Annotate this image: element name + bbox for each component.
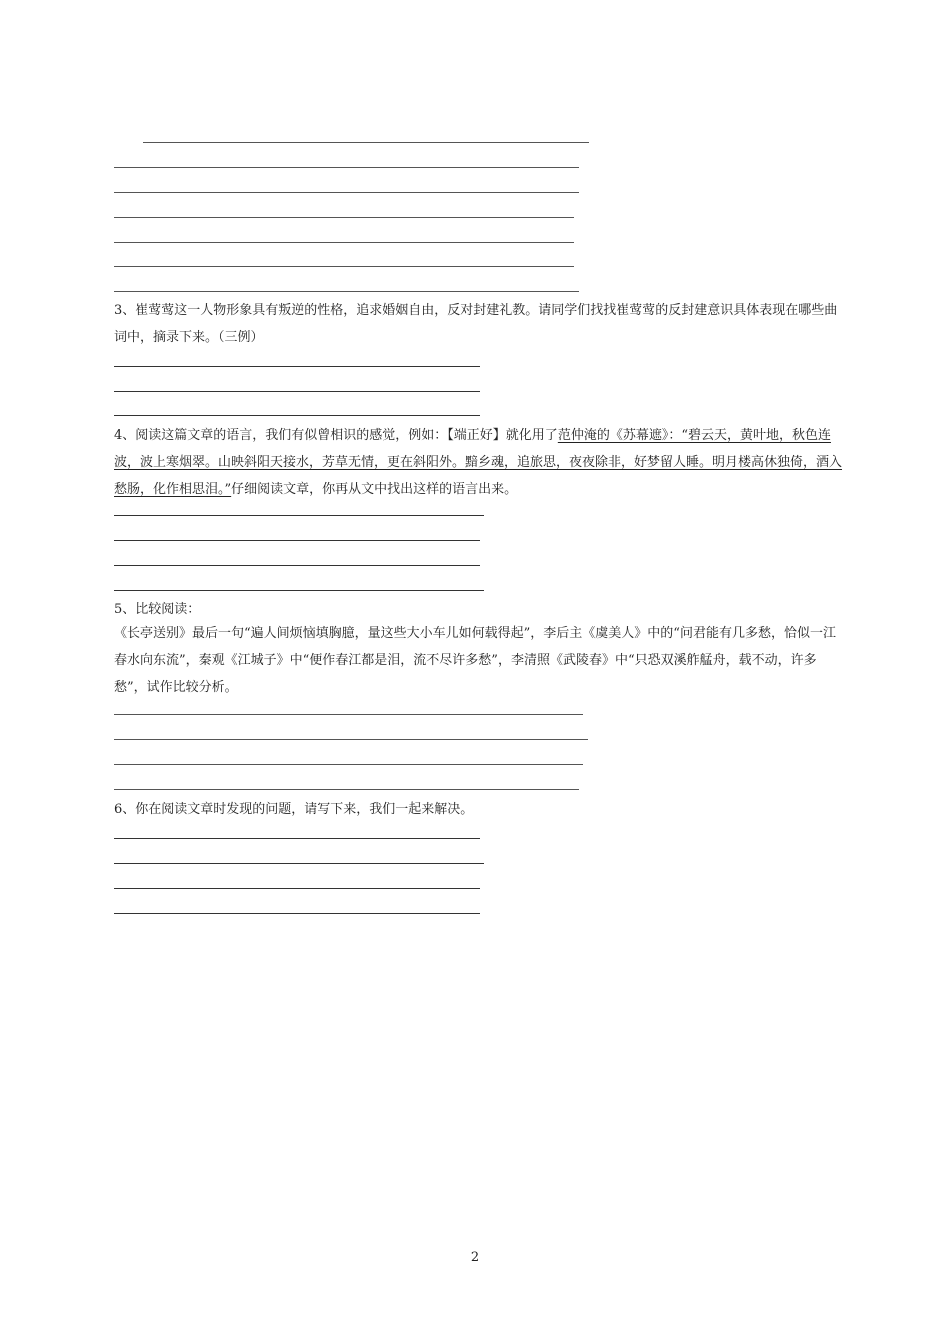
answer-line bbox=[114, 217, 574, 218]
answer-line bbox=[114, 540, 480, 541]
answer-line bbox=[114, 515, 484, 516]
question-4-tune-title: 【端正好】 bbox=[447, 428, 506, 443]
answer-line bbox=[114, 167, 579, 168]
answer-line bbox=[114, 192, 579, 193]
answer-line bbox=[114, 714, 583, 715]
answer-line bbox=[114, 888, 480, 889]
answer-line bbox=[114, 764, 583, 765]
question-5-title: 5、比较阅读： bbox=[114, 602, 201, 617]
answer-line bbox=[114, 913, 480, 914]
answer-line bbox=[114, 789, 579, 790]
question-4-tail: 仔细阅读文章，你再从文中找出这样的语言出来。 bbox=[231, 482, 518, 497]
question-5-text: 《长亭送别》最后一句“遍人间烦恼填胸臆，量这些大小车儿如何载得起”，李后主《虞美人》中的“问君能有几多愁，恰似一江春水向东流”，秦观《江城子》中“便作春江都是泪，流不尽许多愁”，李清照《武陵春》中“只恐双溪舴艋舟，载不动，许多愁”，试作比较分析。 bbox=[114, 626, 836, 695]
answer-line bbox=[114, 590, 484, 591]
question-4-intro: 4、阅读这篇文章的语言，我们有似曾相识的感觉，例如： bbox=[114, 428, 448, 443]
answer-line bbox=[114, 739, 588, 740]
answer-line bbox=[114, 391, 480, 392]
answer-line bbox=[143, 142, 589, 143]
answer-line bbox=[114, 291, 579, 292]
answer-line bbox=[114, 838, 480, 839]
answer-line bbox=[114, 266, 574, 267]
answer-line bbox=[114, 565, 480, 566]
question-4-mid: 就化用了 bbox=[505, 428, 558, 443]
answer-line bbox=[114, 366, 480, 367]
question-3-text: 3、崔莺莺这一人物形象具有叛逆的性格，追求婚姻自由，反对封建礼教。请同学们找找崔莺莺的反封建意识具体表现在哪些曲词中，摘录下来。（三例） bbox=[114, 303, 838, 345]
question-4-text bbox=[114, 422, 844, 503]
question-6-text: 6、你在阅读文章时发现的问题，请写下来，我们一起来解决。 bbox=[114, 802, 474, 817]
answer-line bbox=[114, 242, 574, 243]
question-4-quote: 范仲淹的《苏幕遮》：“碧云天，黄叶地，秋色连波，波上寒烟翠。山映斜阳天接水，芳草无情，更在斜阳外。黯乡魂，追旅思，夜夜除非，好梦留人睡。明月楼高休独倚，酒入愁肠，化作相思泪。” bbox=[114, 428, 843, 497]
page-number: 2 bbox=[470, 1250, 480, 1265]
answer-line bbox=[114, 415, 480, 416]
answer-line bbox=[114, 863, 484, 864]
